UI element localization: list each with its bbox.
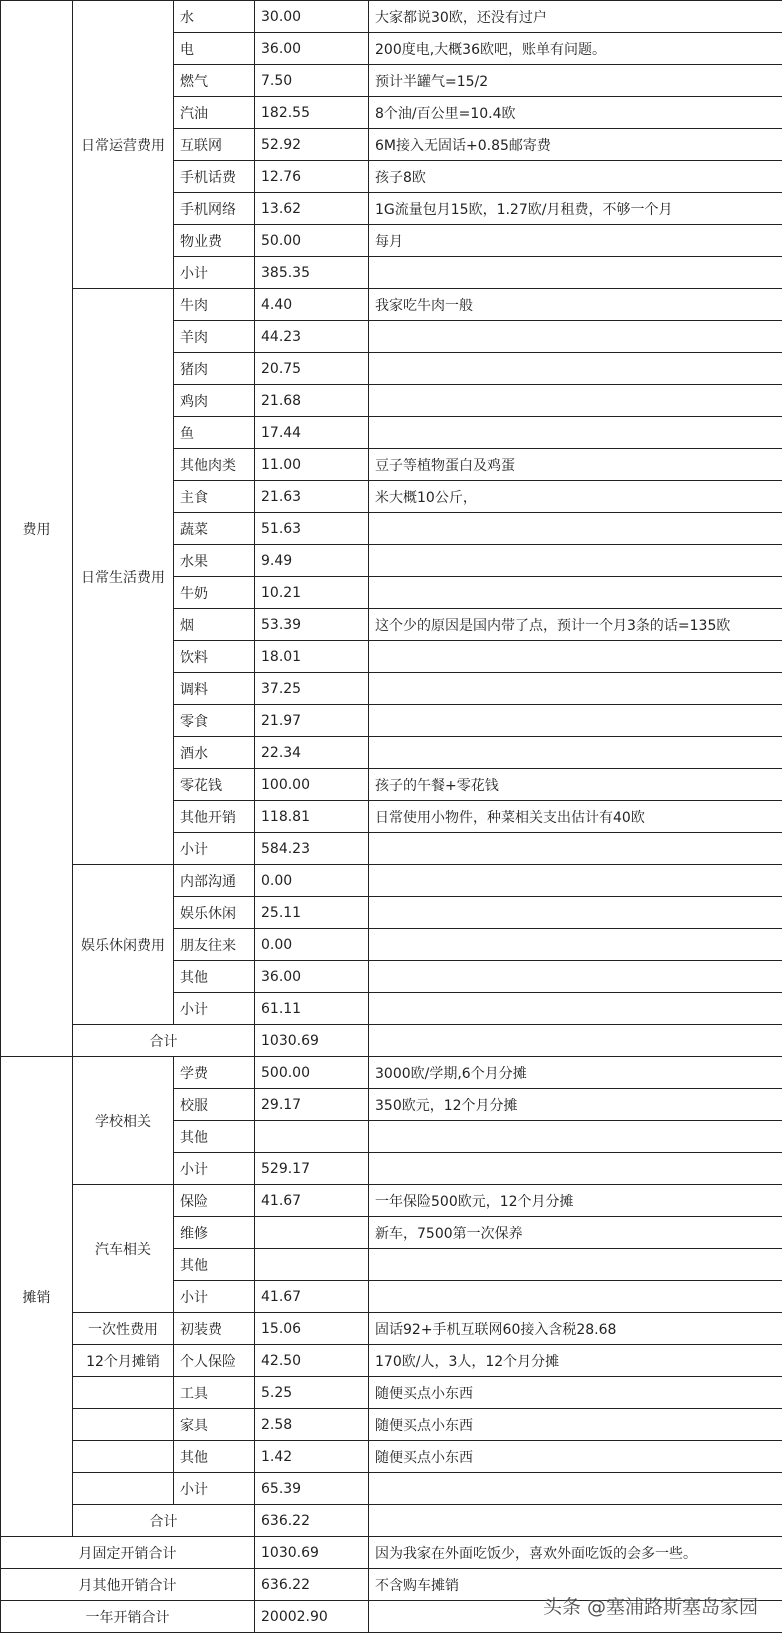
item-name: 其他 (174, 1121, 255, 1153)
item-amount: 65.39 (255, 1473, 369, 1505)
item-amount: 50.00 (255, 225, 369, 257)
item-name: 烟 (174, 609, 255, 641)
item-amount: 17.44 (255, 417, 369, 449)
group-label (73, 1473, 174, 1505)
item-note: 我家吃牛肉一般 (369, 289, 782, 321)
item-amount: 42.50 (255, 1345, 369, 1377)
item-name: 鱼 (174, 417, 255, 449)
summary-amount: 20002.90 (255, 1601, 369, 1633)
item-amount: 25.11 (255, 897, 369, 929)
item-amount: 13.62 (255, 193, 369, 225)
item-name: 保险 (174, 1185, 255, 1217)
item-amount: 4.40 (255, 289, 369, 321)
table-row (1, 1345, 782, 1377)
item-note: 米大概10公斤， (369, 481, 782, 513)
item-name: 蔬菜 (174, 513, 255, 545)
item-amount: 1.42 (255, 1441, 369, 1473)
item-name: 小计 (174, 993, 255, 1025)
item-amount: 11.00 (255, 449, 369, 481)
item-amount: 51.63 (255, 513, 369, 545)
item-name: 手机网络 (174, 193, 255, 225)
item-name: 汽油 (174, 97, 255, 129)
item-name: 小计 (174, 833, 255, 865)
item-note: 6M接入无固话+0.85邮寄费 (369, 129, 782, 161)
item-note (369, 545, 782, 577)
item-name: 初装费 (174, 1313, 255, 1345)
item-note: 350欧元，12个月分摊 (369, 1089, 782, 1121)
item-name: 燃气 (174, 65, 255, 97)
group-label (73, 1409, 174, 1441)
item-note: 预计半罐气=15/2 (369, 65, 782, 97)
item-note: 这个少的原因是国内带了点，预计一个月3条的话=135欧 (369, 609, 782, 641)
item-name: 调料 (174, 673, 255, 705)
item-amount: 21.63 (255, 481, 369, 513)
item-amount: 44.23 (255, 321, 369, 353)
item-name: 小计 (174, 1153, 255, 1185)
item-amount: 37.25 (255, 673, 369, 705)
group-label: 一次性费用 (73, 1313, 174, 1345)
item-note (369, 513, 782, 545)
item-name: 校服 (174, 1089, 255, 1121)
item-name: 小计 (174, 1473, 255, 1505)
item-name: 小计 (174, 257, 255, 289)
item-note (369, 865, 782, 897)
item-name: 家具 (174, 1409, 255, 1441)
item-name: 牛肉 (174, 289, 255, 321)
item-name: 水 (174, 1, 255, 33)
section-total-row (1, 1505, 782, 1537)
item-amount: 30.00 (255, 1, 369, 33)
item-name: 零花钱 (174, 769, 255, 801)
item-note: 新车，7500第一次保养 (369, 1217, 782, 1249)
section-label: 费用 (1, 1, 73, 1057)
item-name: 内部沟通 (174, 865, 255, 897)
item-note: 3000欧/学期,6个月分摊 (369, 1057, 782, 1089)
group-label: 日常生活费用 (73, 289, 174, 865)
item-amount: 36.00 (255, 33, 369, 65)
table-row (1, 1185, 782, 1217)
summary-amount: 1030.69 (255, 1537, 369, 1569)
total-note (369, 1025, 782, 1057)
total-label: 合计 (73, 1025, 255, 1057)
item-amount (255, 1121, 369, 1153)
table-row (1, 1057, 782, 1089)
item-note: 170欧/人，3人，12个月分摊 (369, 1345, 782, 1377)
item-name: 学费 (174, 1057, 255, 1089)
item-name: 主食 (174, 481, 255, 513)
item-note: 1G流量包月15欧，1.27欧/月租费，不够一个月 (369, 193, 782, 225)
item-note: 200度电,大概36欧吧，账单有问题。 (369, 33, 782, 65)
item-name: 朋友往来 (174, 929, 255, 961)
item-amount: 0.00 (255, 929, 369, 961)
summary-label: 月其他开销合计 (1, 1569, 255, 1601)
item-note (369, 385, 782, 417)
table-row (1, 1, 782, 33)
item-note: 大家都说30欧，还没有过户 (369, 1, 782, 33)
item-amount: 529.17 (255, 1153, 369, 1185)
item-amount: 118.81 (255, 801, 369, 833)
item-name: 物业费 (174, 225, 255, 257)
item-note (369, 993, 782, 1025)
item-amount: 21.97 (255, 705, 369, 737)
item-amount: 584.23 (255, 833, 369, 865)
table-row (1, 1441, 782, 1473)
item-name: 羊肉 (174, 321, 255, 353)
item-note (369, 1153, 782, 1185)
item-amount: 10.21 (255, 577, 369, 609)
item-note (369, 929, 782, 961)
section-total-row (1, 1025, 782, 1057)
item-amount: 41.67 (255, 1185, 369, 1217)
table-row (1, 865, 782, 897)
summary-row (1, 1537, 782, 1569)
table-row (1, 1313, 782, 1345)
item-name: 其他肉类 (174, 449, 255, 481)
item-amount: 0.00 (255, 865, 369, 897)
item-note (369, 737, 782, 769)
item-note (369, 673, 782, 705)
item-note: 孩子8欧 (369, 161, 782, 193)
item-amount: 15.06 (255, 1313, 369, 1345)
watermark: 头条 @塞浦路斯塞岛家园 (542, 1596, 758, 1618)
item-note: 豆子等植物蛋白及鸡蛋 (369, 449, 782, 481)
group-label: 12个月摊销 (73, 1345, 174, 1377)
item-note (369, 897, 782, 929)
item-amount: 20.75 (255, 353, 369, 385)
item-note: 孩子的午餐+零花钱 (369, 769, 782, 801)
item-amount: 22.34 (255, 737, 369, 769)
item-note (369, 1281, 782, 1313)
item-name: 饮料 (174, 641, 255, 673)
item-amount: 182.55 (255, 97, 369, 129)
item-note (369, 641, 782, 673)
item-note (369, 321, 782, 353)
item-name: 电 (174, 33, 255, 65)
item-amount: 18.01 (255, 641, 369, 673)
item-amount: 12.76 (255, 161, 369, 193)
item-amount: 36.00 (255, 961, 369, 993)
table-row (1, 1473, 782, 1505)
item-note: 日常使用小物件，种菜相关支出估计有40欧 (369, 801, 782, 833)
summary-amount: 636.22 (255, 1569, 369, 1601)
item-amount: 385.35 (255, 257, 369, 289)
group-label: 学校相关 (73, 1057, 174, 1185)
item-amount: 41.67 (255, 1281, 369, 1313)
item-name: 小计 (174, 1281, 255, 1313)
table-row (1, 1377, 782, 1409)
item-amount: 2.58 (255, 1409, 369, 1441)
item-note (369, 1249, 782, 1281)
item-amount: 5.25 (255, 1377, 369, 1409)
item-amount: 7.50 (255, 65, 369, 97)
item-amount: 21.68 (255, 385, 369, 417)
total-note (369, 1505, 782, 1537)
item-note: 随便买点小东西 (369, 1441, 782, 1473)
group-label: 汽车相关 (73, 1185, 174, 1313)
table-row (1, 289, 782, 321)
item-note: 8个油/百公里=10.4欧 (369, 97, 782, 129)
item-name: 维修 (174, 1217, 255, 1249)
item-amount (255, 1249, 369, 1281)
total-amount: 636.22 (255, 1505, 369, 1537)
item-name: 鸡肉 (174, 385, 255, 417)
item-name: 手机话费 (174, 161, 255, 193)
item-note (369, 833, 782, 865)
summary-note: 不含购车摊销 (369, 1569, 782, 1601)
item-note: 固话92+手机互联网60接入含税28.68 (369, 1313, 782, 1345)
group-label: 娱乐休闲费用 (73, 865, 174, 1025)
item-name: 其他 (174, 961, 255, 993)
item-note (369, 577, 782, 609)
summary-note: 因为我家在外面吃饭少，喜欢外面吃饭的会多一些。 (369, 1537, 782, 1569)
item-name: 互联网 (174, 129, 255, 161)
item-note (369, 1121, 782, 1153)
item-note (369, 961, 782, 993)
item-name: 牛奶 (174, 577, 255, 609)
item-amount: 61.11 (255, 993, 369, 1025)
item-note (369, 257, 782, 289)
item-note: 一年保险500欧元，12个月分摊 (369, 1185, 782, 1217)
item-note (369, 353, 782, 385)
total-amount: 1030.69 (255, 1025, 369, 1057)
item-name: 个人保险 (174, 1345, 255, 1377)
item-amount (255, 1217, 369, 1249)
group-label: 日常运营费用 (73, 1, 174, 289)
item-amount: 52.92 (255, 129, 369, 161)
item-name: 其他 (174, 1441, 255, 1473)
table-row (1, 1409, 782, 1441)
group-label (73, 1377, 174, 1409)
item-name: 酒水 (174, 737, 255, 769)
item-note (369, 705, 782, 737)
item-note: 随便买点小东西 (369, 1409, 782, 1441)
item-name: 工具 (174, 1377, 255, 1409)
total-label: 合计 (73, 1505, 255, 1537)
item-note: 随便买点小东西 (369, 1377, 782, 1409)
item-note (369, 417, 782, 449)
item-name: 猪肉 (174, 353, 255, 385)
item-amount: 9.49 (255, 545, 369, 577)
item-name: 其他开销 (174, 801, 255, 833)
item-amount: 100.00 (255, 769, 369, 801)
summary-label: 月固定开销合计 (1, 1537, 255, 1569)
item-note (369, 1473, 782, 1505)
item-name: 零食 (174, 705, 255, 737)
item-amount: 29.17 (255, 1089, 369, 1121)
section-label: 摊销 (1, 1057, 73, 1537)
group-label (73, 1441, 174, 1473)
item-name: 水果 (174, 545, 255, 577)
item-note: 每月 (369, 225, 782, 257)
item-amount: 500.00 (255, 1057, 369, 1089)
item-name: 其他 (174, 1249, 255, 1281)
summary-label: 一年开销合计 (1, 1601, 255, 1633)
item-name: 娱乐休闲 (174, 897, 255, 929)
item-amount: 53.39 (255, 609, 369, 641)
